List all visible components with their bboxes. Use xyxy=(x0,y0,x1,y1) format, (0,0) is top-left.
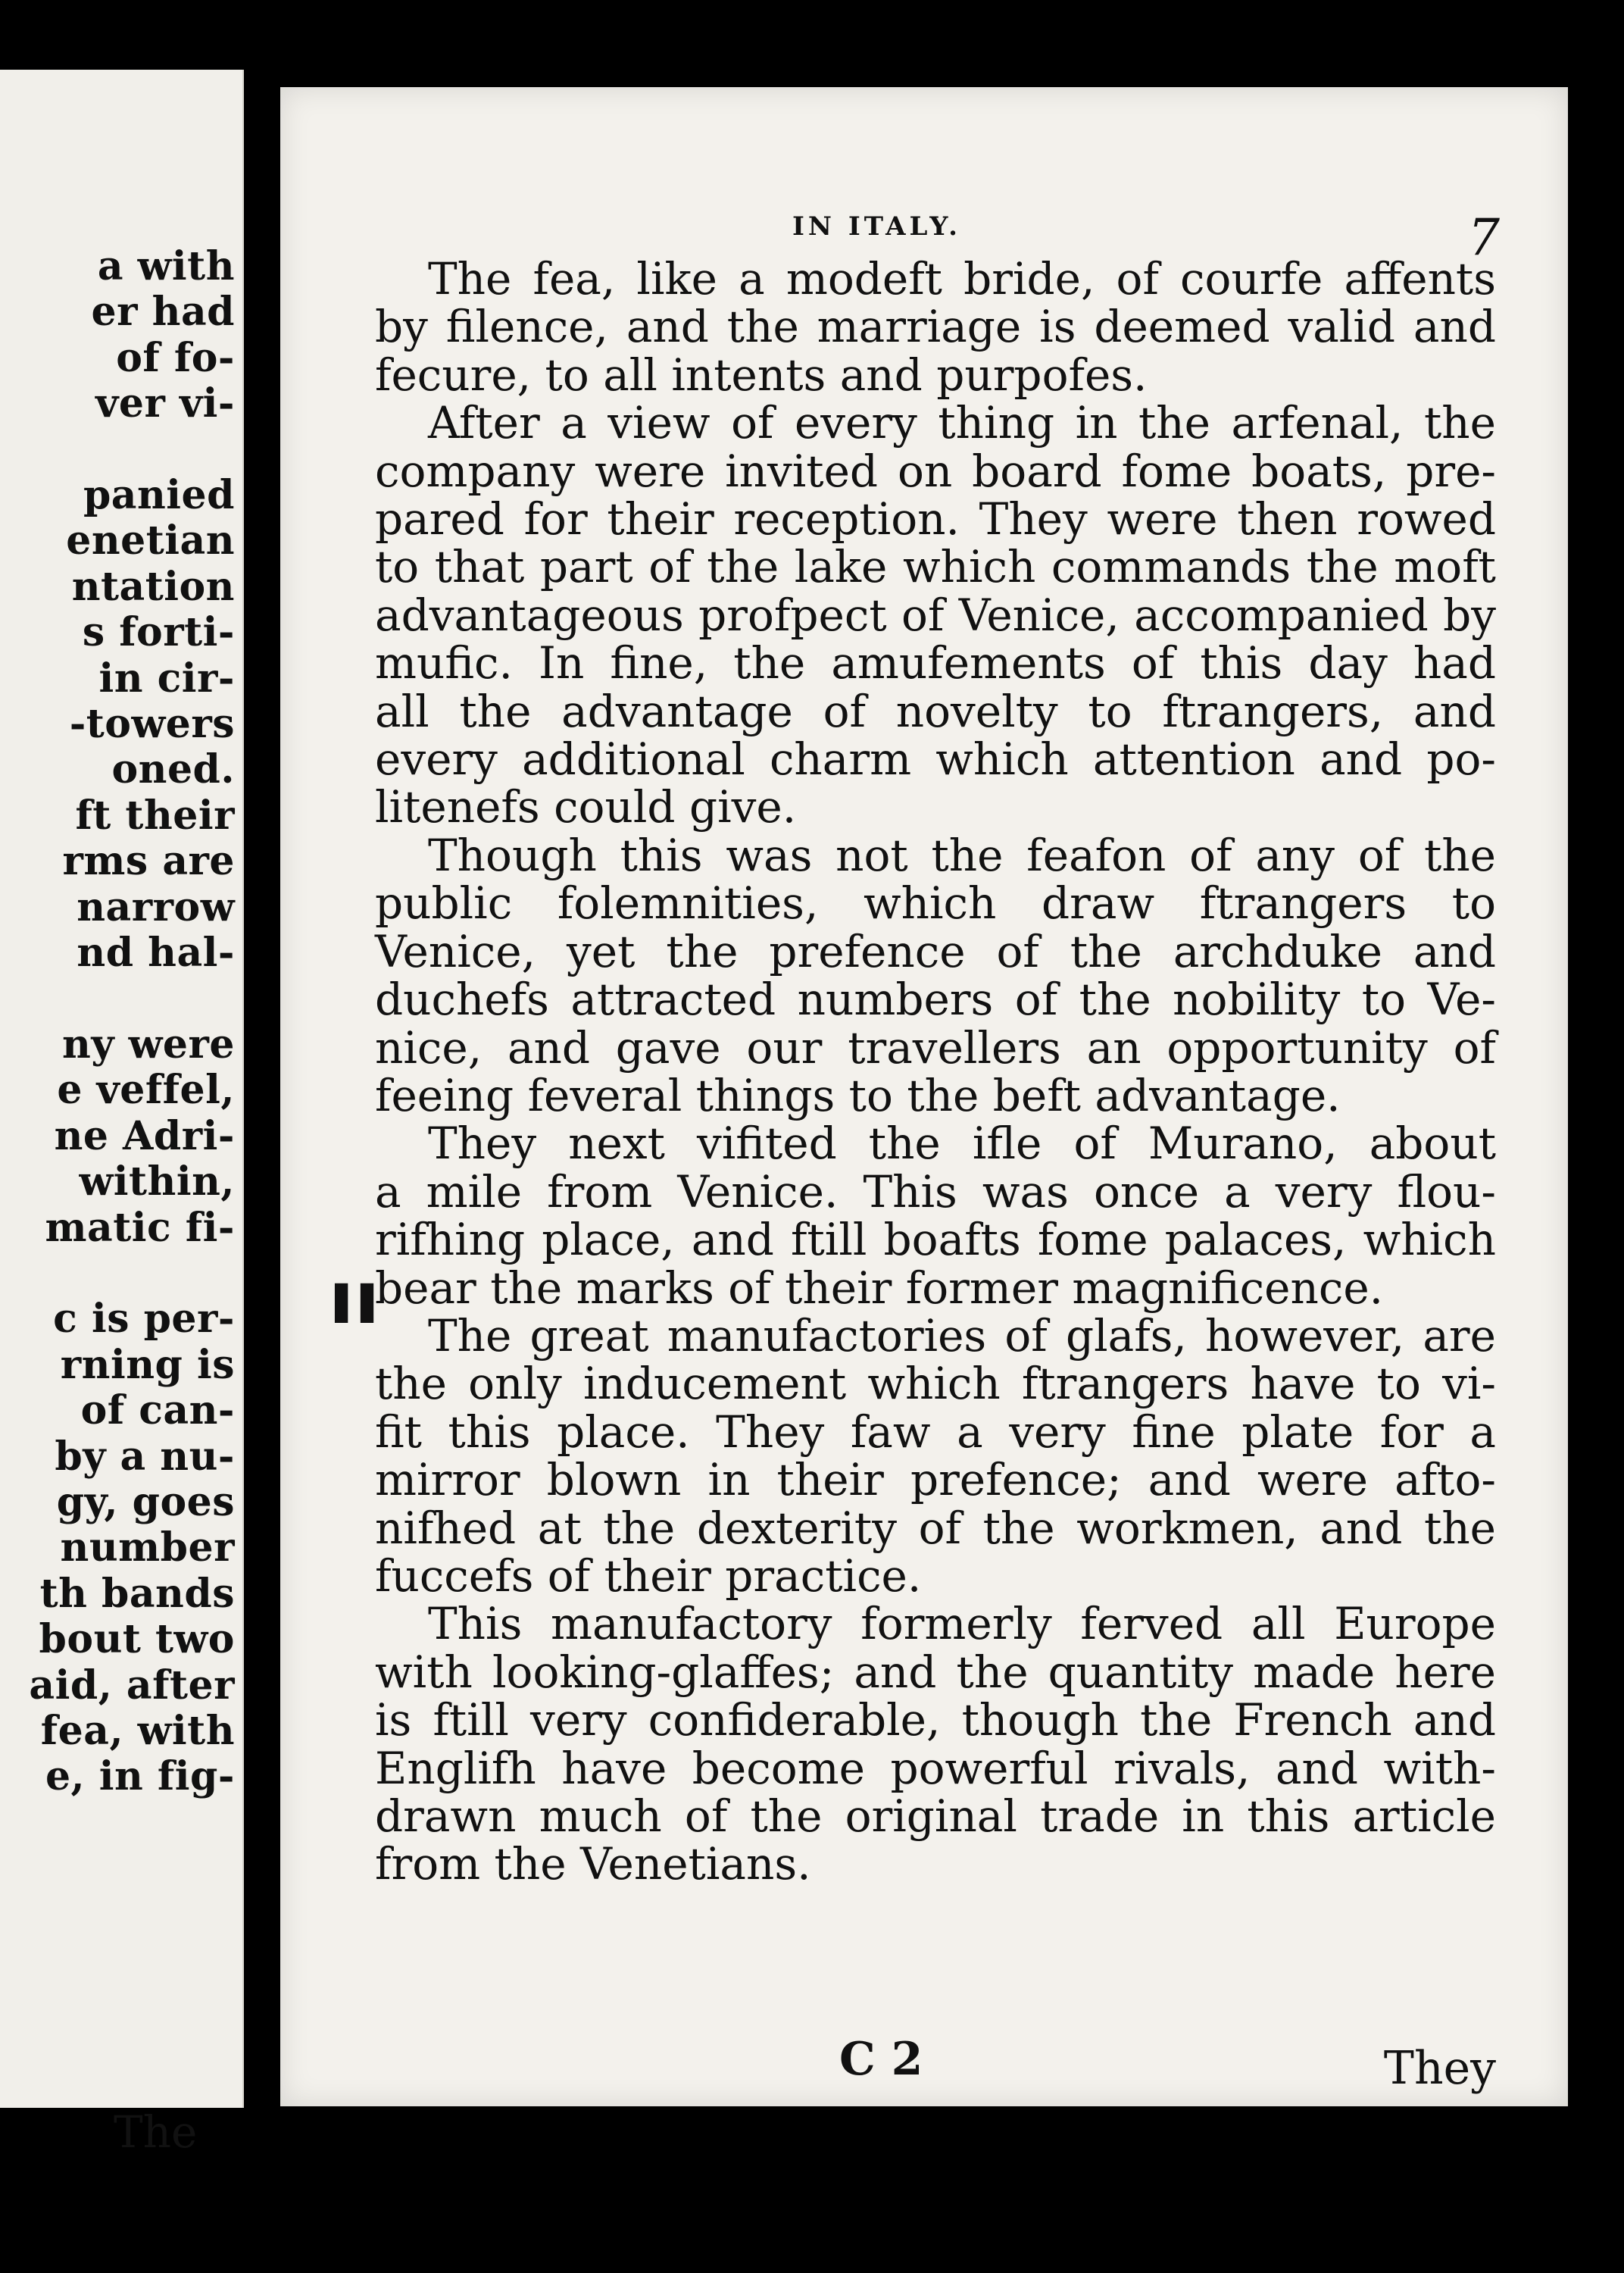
left-page-line: of fo- xyxy=(116,334,235,381)
right-page xyxy=(280,87,1568,2106)
left-page-text xyxy=(8,244,235,1800)
text-line: a mile from Venice. This was once a very flou- xyxy=(375,1165,1496,1218)
text-line: fit this place. They faw a very fine plate for a xyxy=(375,1405,1496,1458)
left-page-line xyxy=(8,976,235,1021)
text-line: by filence, and the marriage is deemed valid and xyxy=(375,301,1496,353)
text-line: Though this was not the feafon of any of the xyxy=(428,829,1496,881)
left-page-line: matic fi- xyxy=(45,1204,235,1251)
text-line: every additional charm which attention and po- xyxy=(375,733,1496,786)
left-page-line: fea, with xyxy=(40,1707,235,1754)
text-line: feeing feveral things to the beft advantage. xyxy=(375,1069,1341,1121)
left-page-line: ver vi- xyxy=(95,380,235,427)
left-page-line: panied xyxy=(83,472,235,519)
text-line: duchefs attracted numbers of the nobility to Ve- xyxy=(375,974,1496,1026)
left-page-line: rning is xyxy=(60,1341,235,1388)
signature-mark: C 2 xyxy=(839,2033,923,2086)
left-page-line xyxy=(8,1251,235,1296)
text-line: litenefs could give. xyxy=(375,781,797,833)
left-page-line: -towers xyxy=(69,701,235,748)
text-line: The fea, like a modeft bride, of courfe affents xyxy=(428,253,1496,305)
left-page-line xyxy=(8,427,235,473)
left-page-line: narrow xyxy=(77,883,235,930)
left-page-line: aid, after xyxy=(29,1662,235,1709)
left-page-line: c is per- xyxy=(53,1296,235,1343)
text-line: mirror blown in their prefence; and were afto- xyxy=(375,1454,1496,1506)
text-line: nifhed at the dexterity of the workmen, and the xyxy=(375,1502,1496,1554)
left-page-line: of can- xyxy=(80,1387,235,1434)
text-line: This manufactory formerly ferved all Europe xyxy=(428,1598,1496,1650)
left-page-line: bout two xyxy=(39,1616,235,1663)
text-line: mufic. In fine, the amufements of this day had xyxy=(375,637,1496,689)
left-page-line: ne Adri- xyxy=(54,1112,235,1159)
left-page-line: within, xyxy=(79,1158,235,1205)
text-line: Venice, yet the prefence of the archduke and xyxy=(375,925,1496,977)
left-page-line: enetian xyxy=(66,517,235,564)
text-line: The great manufactories of glafs, however, are xyxy=(428,1309,1496,1362)
text-line: public folemnities, which draw ftrangers to xyxy=(375,877,1496,930)
body-text xyxy=(375,255,1496,1889)
text-line: bear the marks of their former magnificence. xyxy=(375,1262,1384,1314)
text-line: to that part of the lake which commands the moft xyxy=(375,541,1496,593)
left-page-line: oned. xyxy=(111,746,235,793)
left-page-line: ny were xyxy=(62,1021,235,1068)
text-line: company were invited on board fome boats, pre- xyxy=(375,445,1496,497)
text-line: pared for their reception. They were then rowed xyxy=(375,493,1496,546)
left-page-line: rms are xyxy=(62,838,235,885)
left-page-line: e veffel, xyxy=(57,1067,235,1114)
text-line: the only inducement which ftrangers have to vi- xyxy=(375,1358,1496,1410)
text-line: nice, and gave our travellers an opportunity of xyxy=(375,1021,1496,1074)
text-line: all the advantage of novelty to ftrangers, and xyxy=(375,685,1496,737)
text-line: They next vifited the ifle of Murano, about xyxy=(428,1118,1496,1170)
text-line: fecure, to all intents and purpofes. xyxy=(375,349,1148,401)
left-page-catchword: The xyxy=(114,2106,198,2158)
left-page-line: ntation xyxy=(71,563,235,610)
left-page-line: ft their xyxy=(75,792,235,839)
running-head: IN ITALY. xyxy=(792,211,962,242)
book-gutter xyxy=(244,45,280,2137)
left-page-line: er had xyxy=(91,289,235,336)
left-page-line: s forti- xyxy=(82,609,235,656)
text-line: After a view of every thing in the arfenal, the xyxy=(428,397,1496,449)
left-page-line: th bands xyxy=(39,1570,235,1617)
text-line: fuccefs of their practice. xyxy=(375,1549,922,1602)
margin-mark: ▐▐ xyxy=(322,1284,373,1323)
page-number: 7 xyxy=(1468,208,1500,267)
text-line: advantageous profpect of Venice, accompanied by xyxy=(375,589,1496,641)
text-line: Englifh have become powerful rivals, and with- xyxy=(375,1742,1496,1794)
left-page-fragment xyxy=(0,70,244,2158)
left-page-line: a with xyxy=(97,243,235,289)
text-line: drawn much of the original trade in this article xyxy=(375,1790,1496,1842)
left-page-line: gy, goes xyxy=(56,1478,235,1525)
text-line: is ftill very confiderable, though the French and xyxy=(375,1694,1496,1746)
left-page-line: by a nu- xyxy=(55,1433,235,1480)
left-page-line: e, in fig- xyxy=(45,1753,235,1800)
catchword: They xyxy=(1383,2042,1496,2095)
left-page-line: in cir- xyxy=(98,655,235,702)
text-line: rifhing place, and ftill boafts fome palaces, which xyxy=(375,1214,1496,1266)
left-page-line: number xyxy=(60,1524,235,1571)
text-line: with looking-glaffes; and the quantity made here xyxy=(375,1646,1496,1698)
text-line: from the Venetians. xyxy=(375,1838,811,1890)
left-page-line: nd hal- xyxy=(77,930,235,977)
